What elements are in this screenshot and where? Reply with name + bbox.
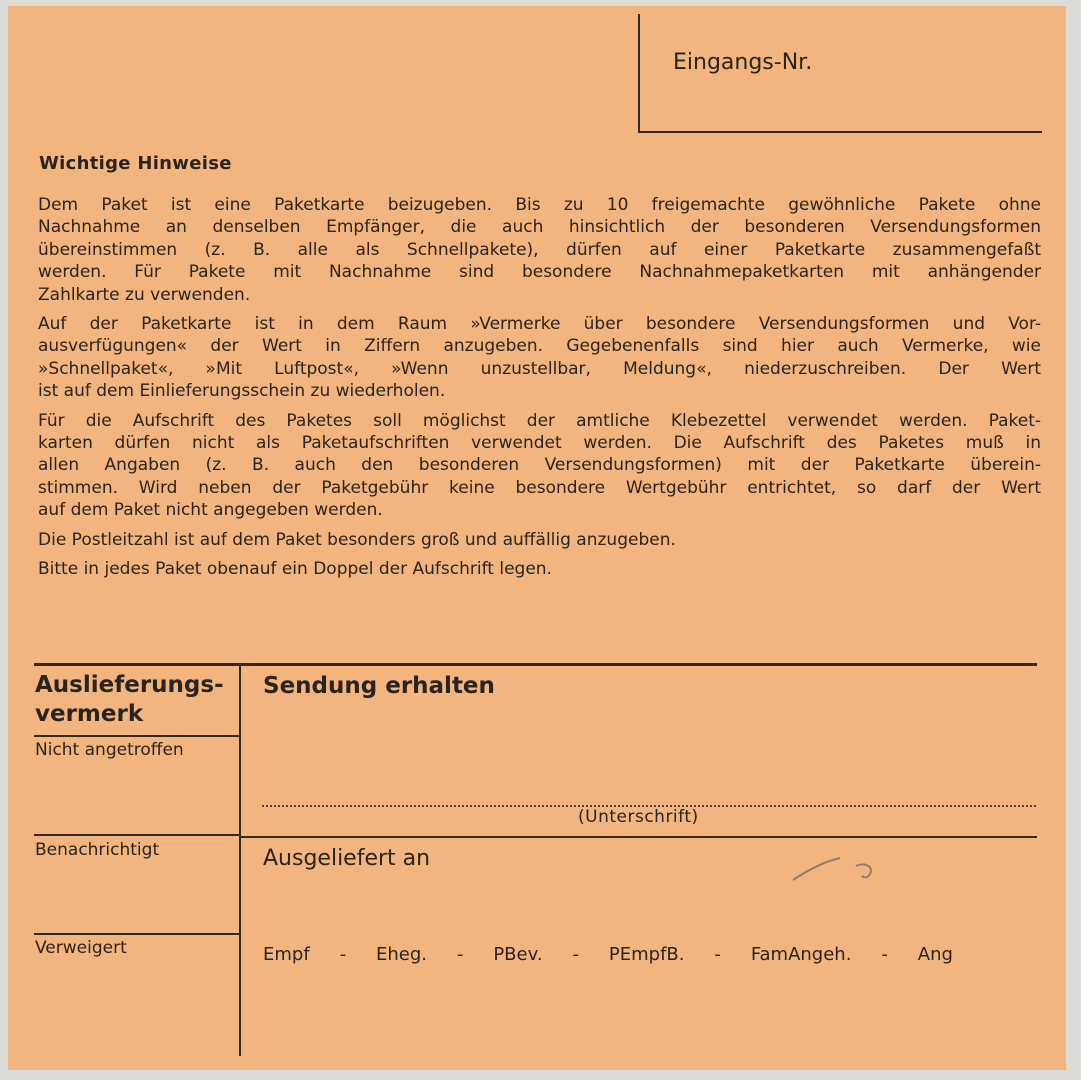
- recipient-options-row: [263, 944, 953, 965]
- sendung-erhalten-title: Sendung erhalten: [263, 673, 495, 699]
- verweigert-label: Verweigert: [35, 938, 127, 958]
- unterschrift-label: (Unterschrift): [578, 807, 699, 827]
- text-line: Bitte in jedes Paket obenauf ein Doppel der Aufschrift legen.: [38, 559, 552, 580]
- text-line: Für die Aufschrift des Paketes soll möglichst der amtliche Klebezettel verwendet werden. Paket-: [38, 410, 1041, 431]
- text-line: allen Angaben (z. B. auch den besonderen Versendungsformen) mit der Paketkarte überein-: [38, 455, 1041, 476]
- text-line: »Schnellpaket«, »Mit Luftpost«, »Wenn unzustellbar, Meldung«, niederzuschreiben. Der Wert: [38, 358, 1041, 379]
- hinweise-paragraph-3: [38, 410, 1041, 522]
- eingangs-nr-box: [638, 14, 1042, 133]
- text-line: stimmen. Wird neben der Paketgebühr keine besondere Wertgebühr entrichtet, so darf der Wert: [38, 477, 1041, 498]
- form-top-rule: [34, 663, 1037, 666]
- option-separator: -: [339, 944, 347, 965]
- ausgeliefert-an-label: Ausgeliefert an: [263, 846, 431, 871]
- hinweise-title: Wichtige Hinweise: [39, 153, 232, 174]
- text-line: werden. Für Pakete mit Nachnahme sind besondere Nachnahmepaketkarten mit anhängender: [38, 262, 1041, 283]
- option-ang: Ang: [917, 944, 953, 965]
- form-column-divider: [239, 663, 241, 1056]
- parcel-card: [8, 6, 1066, 1070]
- option-separator: -: [456, 944, 464, 965]
- right-rule: [241, 836, 1037, 838]
- title-line: Auslieferungs-: [35, 672, 224, 698]
- hinweise-paragraph-5: [38, 558, 1041, 580]
- hinweise-paragraph-1: [38, 194, 1041, 306]
- title-line: vermerk: [35, 701, 144, 727]
- left-rule-3: [34, 933, 239, 935]
- pencil-mark-icon: [788, 844, 888, 894]
- left-rule-1: [34, 735, 239, 737]
- option-famangeh: FamAngeh.: [750, 944, 852, 965]
- text-line: Nachnahme an denselben Empfänger, die auch hinsichtlich der besonderen Versendungsformen: [38, 217, 1041, 238]
- option-separator: -: [572, 944, 579, 965]
- text-line: ausverfügungen« der Wert in Ziffern anzugeben. Gegebenenfalls sind hier auch Vermerke, wie: [38, 336, 1041, 357]
- text-line: karten dürfen nicht als Paketaufschriften verwendet werden. Die Aufschrift des Paketes muß in: [38, 433, 1041, 454]
- text-line: auf dem Paket nicht angegeben werden.: [38, 500, 383, 521]
- hinweise-paragraph-2: [38, 313, 1041, 403]
- option-empf: Empf: [263, 944, 310, 965]
- option-separator: -: [714, 944, 721, 965]
- nicht-angetroffen-label: Nicht angetroffen: [35, 740, 184, 760]
- text-line: Zahlkarte zu verwenden.: [38, 284, 251, 305]
- option-pempfb: PEmpfB.: [608, 944, 685, 965]
- option-separator: -: [881, 944, 888, 965]
- text-line: Die Postleitzahl ist auf dem Paket besonders groß und auffällig anzugeben.: [38, 529, 676, 550]
- auslieferungsvermerk-title: [35, 671, 224, 729]
- benachrichtigt-label: Benachrichtigt: [35, 840, 160, 860]
- left-rule-2: [34, 834, 239, 836]
- eingangs-nr-label: Eingangs-Nr.: [673, 50, 813, 75]
- option-pbev: PBev.: [493, 944, 543, 965]
- option-eheg: Eheg.: [375, 944, 427, 965]
- hinweise-paragraph-4: [38, 529, 1041, 551]
- text-line: Auf der Paketkarte ist in dem Raum »Vermerke über besondere Versendungsformen und Vor-: [38, 314, 1041, 335]
- text-line: übereinstimmen (z. B. alle als Schnellpakete), dürfen auf einer Paketkarte zusammengefaßt: [38, 239, 1041, 260]
- text-line: Dem Paket ist eine Paketkarte beizugeben. Bis zu 10 freigemachte gewöhnliche Pakete ohne: [38, 195, 1041, 215]
- hinweise-body: [38, 194, 1041, 588]
- text-line: ist auf dem Einlieferungsschein zu wiederholen.: [38, 381, 446, 402]
